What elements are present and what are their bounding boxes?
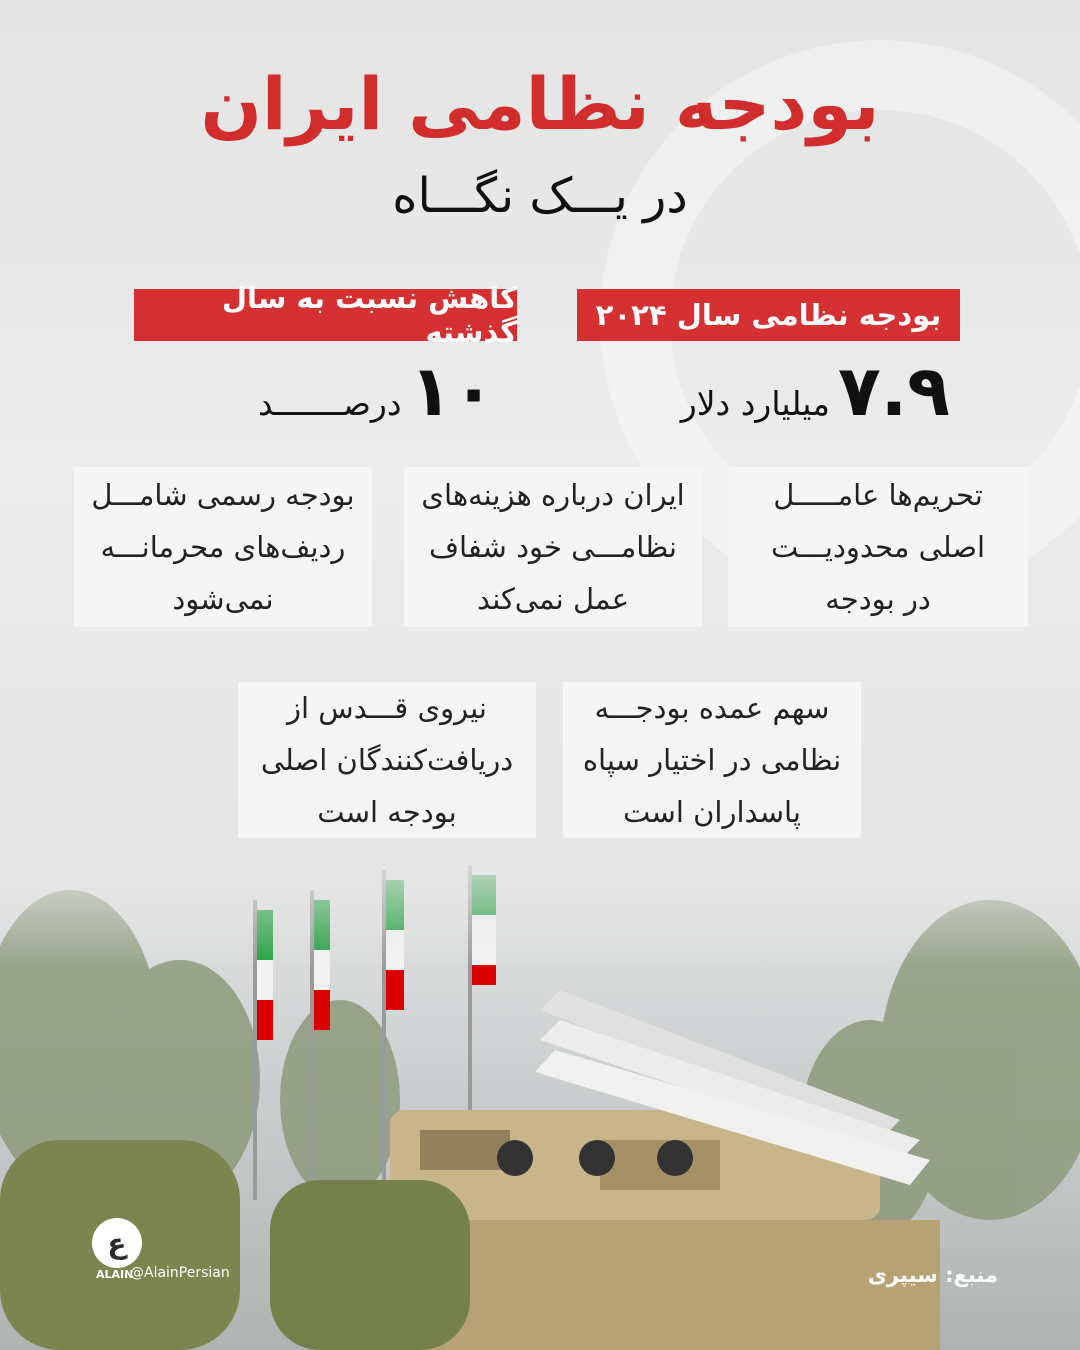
fact-text: تحریم‌ها عامـــــل اصلی محدودیـــت در بودجه — [770, 478, 986, 616]
decline-unit: درصـــــــد — [257, 384, 402, 423]
budget-value: ۷.۹ — [837, 350, 950, 432]
budget-stat — [681, 350, 950, 432]
fact-text: نیروی قـــدس از دریافت‌کنندگان اصلی بودجه است — [260, 691, 514, 829]
social-handle[interactable]: @AlainPersian — [130, 1265, 230, 1281]
alain-logo-icon: ع — [92, 1218, 142, 1268]
fact-text: بودجه رسمی شامـــل ردیف‌های محرمانـــه نمی‌شود — [91, 478, 355, 616]
page-title: بودجه نظامی ایران — [200, 62, 880, 146]
fact-text: ایران درباره هزینه‌های نظامـــی خود شفاف عمل نمی‌کند — [421, 478, 685, 616]
fact-card-transparency — [404, 467, 702, 627]
page-subtitle: در یـــک نگـــاه — [392, 168, 688, 224]
budget-label: بودجه نظامی سال ۲۰۲۴ — [577, 289, 960, 341]
fact-card-classified — [74, 467, 372, 627]
budget-unit: میلیارد دلار — [680, 384, 830, 423]
brand-name: ALAIN — [96, 1268, 134, 1281]
source-credit: منبع: سیپری — [867, 1263, 998, 1287]
fact-card-quds — [238, 682, 536, 838]
fact-card-irgc — [563, 682, 861, 838]
decline-stat — [258, 350, 495, 432]
decline-label: کاهش نسبت به سال گذشته — [134, 289, 517, 341]
fact-card-sanctions — [728, 467, 1028, 627]
decline-value: ۱۰ — [409, 350, 495, 432]
fact-text: سهم عمده بودجـــه نظامی در اختیار سپاه پاسداران است — [582, 691, 842, 829]
